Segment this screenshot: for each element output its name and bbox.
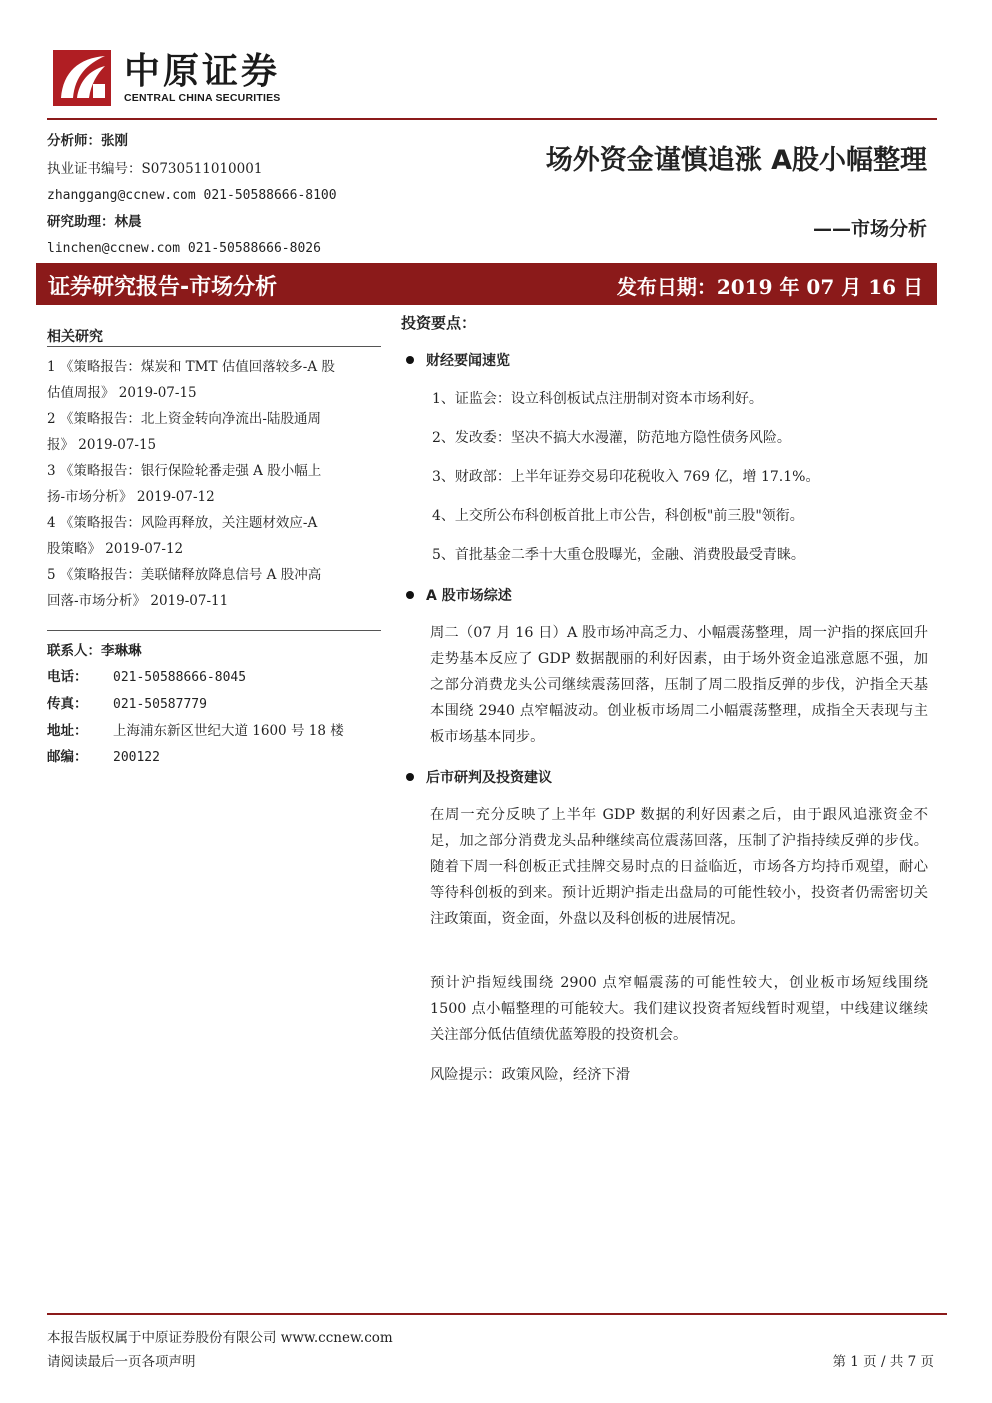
report-subtitle: ——市场分析 — [812, 218, 927, 240]
contact-phone: 电话： 021-50588666-8045 — [47, 669, 247, 685]
contact-address: 地址： 上海浦东新区世纪大道 1600 号 18 楼 — [47, 723, 344, 739]
related-research-heading: 相关研究 — [47, 329, 103, 345]
bullet-icon — [406, 591, 414, 599]
risk-note: 风险提示：政策风险，经济下滑 — [430, 1067, 631, 1083]
list-item[interactable]: 2 《策略报告：北上资金转向净流出-陆股通周 报》 2019-07-15 — [47, 411, 321, 453]
section-market-review: A 股市场综述 — [406, 585, 512, 605]
publish-date: 发布日期：2019 年 07 月 16 日 — [616, 275, 923, 299]
bullet-icon — [406, 356, 414, 364]
outlook-paragraph: 在周一充分反映了上半年 GDP 数据的利好因素之后，由于跟风追涨资金不足，加之部分消费龙头品种继续高位震荡回落，压制了沪指持续反弹的步伐。随着下周一科创板正式挂牌交易时点的日益临近，市场各方均持币观望，耐心等待科创板的到来。预计近期沪指走出盘局的可能性较小，投资者仍需密切关注政策面，资金面，外盘以及科创板的进展情况。 — [430, 807, 928, 927]
list-item[interactable]: 5 《策略报告：美联储释放降息信号 A 股冲高 回落-市场分析》 2019-07-11 — [47, 567, 322, 609]
market-review-paragraph: 周二（07 月 16 日）A 股市场冲高乏力、小幅震荡整理，周一沪指的探底回升走势基本反应了 GDP 数据靓丽的利好因素，由于场外资金追涨意愿不强，加之部分消费龙头公司继续震荡回落，压制了周二股指反弹的步伐，沪指全天基本围绕 2940 点窄幅波动。创业板市场周二小幅震荡整理，成指全天表现与主板市场基本同步。 — [430, 625, 928, 745]
news-item: 5、首批基金二季十大重仓股曝光，金融、消费股最受青睐。 — [432, 547, 805, 563]
list-item[interactable]: 1 《策略报告：煤炭和 TMT 估值回落较多-A 股 估值周报》 2019-07-15 — [47, 359, 335, 401]
assistant-name: 研究助理：林晨 — [47, 214, 142, 230]
list-item[interactable]: 3 《策略报告：银行保险轮番走强 A 股小幅上 扬-市场分析》 2019-07-12 — [47, 463, 322, 505]
report-type: 证券研究报告-市场分析 — [48, 275, 278, 300]
forecast-paragraph: 预计沪指短线围绕 2900 点窄幅震荡的可能性较大，创业板市场短线围绕 1500 点小幅整理的可能较大。我们建议投资者短线暂时观望，中线建议继续关注部分低估值绩优蓝筹股的投资机会。 — [430, 975, 928, 1043]
footer-rule — [47, 1313, 947, 1315]
contact-block — [47, 638, 344, 771]
company-logo-icon — [53, 50, 111, 106]
news-item: 3、财政部：上半年证券交易印花税收入 769 亿，增 17.1%。 — [432, 469, 820, 485]
section-finance-news: 财经要闻速览 — [406, 350, 510, 370]
contact-fax: 传真： 021-50587779 — [47, 696, 207, 712]
related-research-list — [47, 354, 387, 614]
bullet-icon — [406, 773, 414, 781]
footer-disclaimer: 请阅读最后一页各项声明 — [47, 1354, 196, 1370]
news-item: 1、证监会：设立科创板试点注册制对资本市场利好。 — [432, 391, 763, 407]
logo-text-en: CENTRAL CHINA SECURITIES — [124, 92, 281, 104]
list-item[interactable]: 4 《策略报告：风险再释放，关注题材效应-A 股策略》 2019-07-12 — [47, 515, 318, 557]
contact-zip: 邮编： 200122 — [47, 749, 160, 765]
section-outlook: 后市研判及投资建议 — [406, 767, 552, 787]
analyst-name: 分析师：张刚 — [47, 133, 128, 149]
logo-text-cn: 中原证券 — [124, 51, 281, 92]
news-item: 4、上交所公布科创板首批上市公告，科创板"前三股"领衔。 — [432, 508, 804, 524]
report-banner — [36, 263, 937, 305]
assistant-contact: linchen@ccnew.com 021-50588666-8026 — [47, 241, 321, 256]
analyst-cert: 执业证书编号：S0730511010001 — [47, 161, 263, 177]
news-item: 2、发改委：坚决不搞大水漫灌，防范地方隐性债务风险。 — [432, 430, 791, 446]
related-divider — [47, 346, 381, 347]
footer-copyright: 本报告版权属于中原证券股份有限公司 www.ccnew.com — [47, 1330, 393, 1346]
contact-divider — [47, 630, 381, 631]
key-points-heading: 投资要点： — [401, 314, 477, 332]
contact-person: 联系人：李琳琳 — [47, 643, 142, 659]
page-number: 第 1 页 / 共 7 页 — [832, 1354, 934, 1370]
header-rule — [47, 118, 937, 120]
analyst-contact: zhanggang@ccnew.com 021-50588666-8100 — [47, 188, 337, 203]
report-title: 场外资金谨慎追涨 A股小幅整理 — [545, 145, 927, 176]
